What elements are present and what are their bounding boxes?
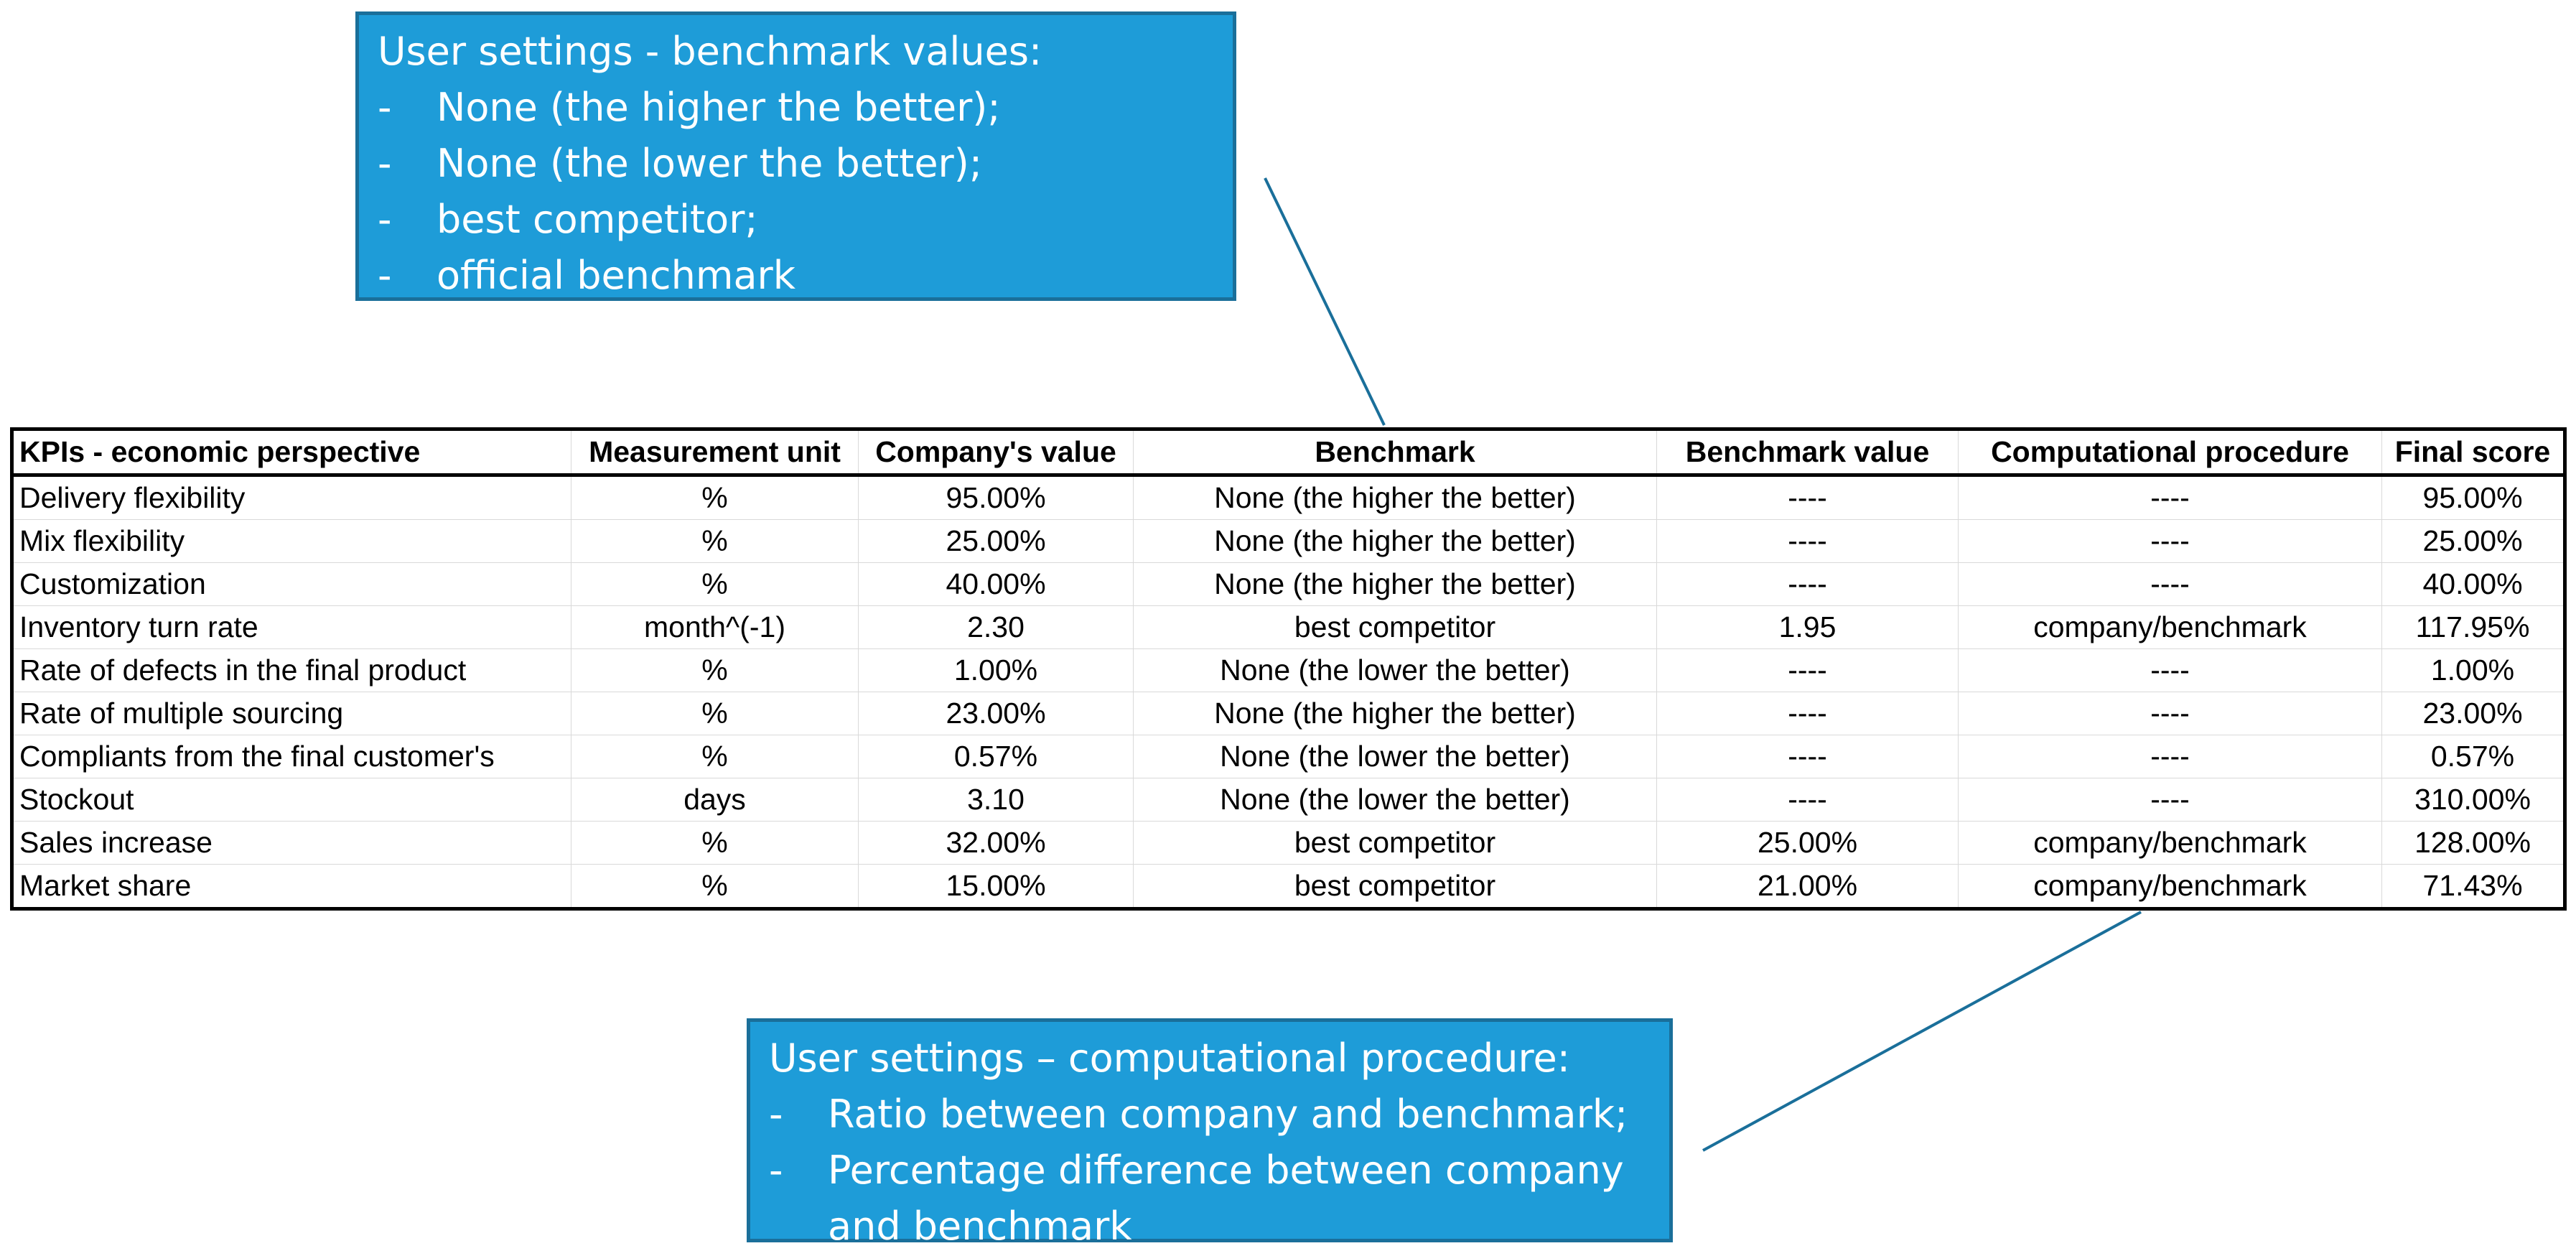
procedure-cell: ----: [1959, 692, 2382, 735]
kpi-name-cell: Rate of defects in the final product: [12, 649, 571, 692]
procedure-cell: ----: [1959, 649, 2382, 692]
company-value-cell: 23.00%: [859, 692, 1134, 735]
table-row: [12, 822, 2565, 865]
final-score-cell: 1.00%: [2382, 649, 2565, 692]
callout-item-text: official benchmark: [437, 253, 796, 298]
bullet-dash: -: [378, 141, 392, 186]
company-value-cell: 3.10: [859, 778, 1134, 822]
benchmark-cell: None (the higher the better): [1134, 475, 1657, 520]
procedure-callout-connector: [1703, 912, 2141, 1150]
unit-cell: %: [571, 520, 859, 563]
final-score-cell: 117.95%: [2382, 606, 2565, 649]
column-header: Measurement unit: [571, 429, 859, 475]
bullet-dash: -: [378, 197, 392, 242]
kpi-name-cell: Mix flexibility: [12, 520, 571, 563]
company-value-cell: 15.00%: [859, 865, 1134, 909]
kpi-name-cell: Customization: [12, 563, 571, 606]
procedure-options-list: [769, 1087, 1655, 1255]
procedure-cell: ----: [1959, 563, 2382, 606]
benchmark-value-cell: ----: [1657, 649, 1959, 692]
bullet-dash: -: [378, 253, 392, 298]
benchmark-value-cell: ----: [1657, 520, 1959, 563]
benchmark-value-cell: ----: [1657, 692, 1959, 735]
final-score-cell: 40.00%: [2382, 563, 2565, 606]
benchmark-value-cell: ----: [1657, 563, 1959, 606]
benchmark-cell: best competitor: [1134, 822, 1657, 865]
unit-cell: days: [571, 778, 859, 822]
company-value-cell: 95.00%: [859, 475, 1134, 520]
callout-list-item: [378, 248, 1218, 304]
kpi-name-cell: Compliants from the final customer's: [12, 735, 571, 778]
callout-list-item: [378, 80, 1218, 136]
callout-list-item: [769, 1143, 1655, 1255]
final-score-cell: 23.00%: [2382, 692, 2565, 735]
callout-item-text: Percentage difference between company and benchmark: [828, 1148, 1624, 1249]
company-value-cell: 0.57%: [859, 735, 1134, 778]
column-header: Computational procedure: [1959, 429, 2382, 475]
procedure-cell: company/benchmark: [1959, 865, 2382, 909]
unit-cell: %: [571, 475, 859, 520]
kpi-table: [10, 427, 2567, 911]
benchmark-cell: None (the higher the better): [1134, 563, 1657, 606]
procedure-settings-title: User settings – computational procedure:: [769, 1036, 1570, 1081]
benchmark-settings-title: User settings - benchmark values:: [378, 29, 1042, 74]
kpi-name-cell: Rate of multiple sourcing: [12, 692, 571, 735]
benchmark-value-cell: ----: [1657, 778, 1959, 822]
company-value-cell: 2.30: [859, 606, 1134, 649]
unit-cell: %: [571, 735, 859, 778]
bullet-dash: -: [769, 1148, 783, 1193]
company-value-cell: 1.00%: [859, 649, 1134, 692]
callout-item-text: best competitor;: [437, 197, 758, 242]
unit-cell: %: [571, 692, 859, 735]
benchmark-value-cell: 25.00%: [1657, 822, 1959, 865]
final-score-cell: 128.00%: [2382, 822, 2565, 865]
bullet-dash: -: [378, 85, 392, 130]
benchmark-value-cell: ----: [1657, 735, 1959, 778]
benchmark-options-list: [378, 80, 1218, 304]
table-body: [12, 475, 2565, 909]
table-row: [12, 735, 2565, 778]
callout-item-text: None (the higher the better);: [437, 85, 1001, 130]
company-value-cell: 32.00%: [859, 822, 1134, 865]
table-row: [12, 692, 2565, 735]
benchmark-cell: best competitor: [1134, 865, 1657, 909]
kpi-name-cell: Stockout: [12, 778, 571, 822]
benchmark-settings-callout: [355, 11, 1236, 301]
bullet-dash: -: [769, 1092, 783, 1137]
column-header: Final score: [2382, 429, 2565, 475]
kpi-name-cell: Sales increase: [12, 822, 571, 865]
table-header-row: [12, 429, 2565, 475]
column-header: Benchmark: [1134, 429, 1657, 475]
callout-item-text: Ratio between company and benchmark;: [828, 1092, 1628, 1137]
procedure-cell: ----: [1959, 520, 2382, 563]
unit-cell: %: [571, 822, 859, 865]
table-row: [12, 606, 2565, 649]
column-header: Company's value: [859, 429, 1134, 475]
final-score-cell: 310.00%: [2382, 778, 2565, 822]
final-score-cell: 71.43%: [2382, 865, 2565, 909]
benchmark-value-cell: 21.00%: [1657, 865, 1959, 909]
table-row: [12, 865, 2565, 909]
callout-list-item: [378, 136, 1218, 192]
kpi-name-cell: Delivery flexibility: [12, 475, 571, 520]
unit-cell: %: [571, 649, 859, 692]
procedure-cell: company/benchmark: [1959, 822, 2382, 865]
kpi-name-cell: Inventory turn rate: [12, 606, 571, 649]
procedure-cell: company/benchmark: [1959, 606, 2382, 649]
company-value-cell: 25.00%: [859, 520, 1134, 563]
table-row: [12, 475, 2565, 520]
procedure-cell: ----: [1959, 778, 2382, 822]
benchmark-cell: None (the lower the better): [1134, 649, 1657, 692]
procedure-cell: ----: [1959, 735, 2382, 778]
procedure-cell: ----: [1959, 475, 2382, 520]
benchmark-callout-connector: [1265, 178, 1384, 425]
unit-cell: %: [571, 865, 859, 909]
unit-cell: month^(-1): [571, 606, 859, 649]
benchmark-cell: None (the lower the better): [1134, 735, 1657, 778]
table-row: [12, 778, 2565, 822]
table-row: [12, 649, 2565, 692]
column-header: Benchmark value: [1657, 429, 1959, 475]
company-value-cell: 40.00%: [859, 563, 1134, 606]
final-score-cell: 25.00%: [2382, 520, 2565, 563]
benchmark-value-cell: ----: [1657, 475, 1959, 520]
final-score-cell: 95.00%: [2382, 475, 2565, 520]
benchmark-cell: None (the lower the better): [1134, 778, 1657, 822]
benchmark-value-cell: 1.95: [1657, 606, 1959, 649]
callout-list-item: [378, 192, 1218, 248]
table-row: [12, 563, 2565, 606]
unit-cell: %: [571, 563, 859, 606]
procedure-settings-callout: [747, 1018, 1673, 1249]
table-row: [12, 520, 2565, 563]
callout-item-text: None (the lower the better);: [437, 141, 983, 186]
column-header: KPIs - economic perspective: [12, 429, 571, 475]
final-score-cell: 0.57%: [2382, 735, 2565, 778]
kpi-name-cell: Market share: [19, 869, 192, 902]
callout-list-item: [769, 1087, 1655, 1143]
benchmark-cell: best competitor: [1134, 606, 1657, 649]
benchmark-cell: None (the higher the better): [1134, 520, 1657, 563]
benchmark-cell: None (the higher the better): [1134, 692, 1657, 735]
